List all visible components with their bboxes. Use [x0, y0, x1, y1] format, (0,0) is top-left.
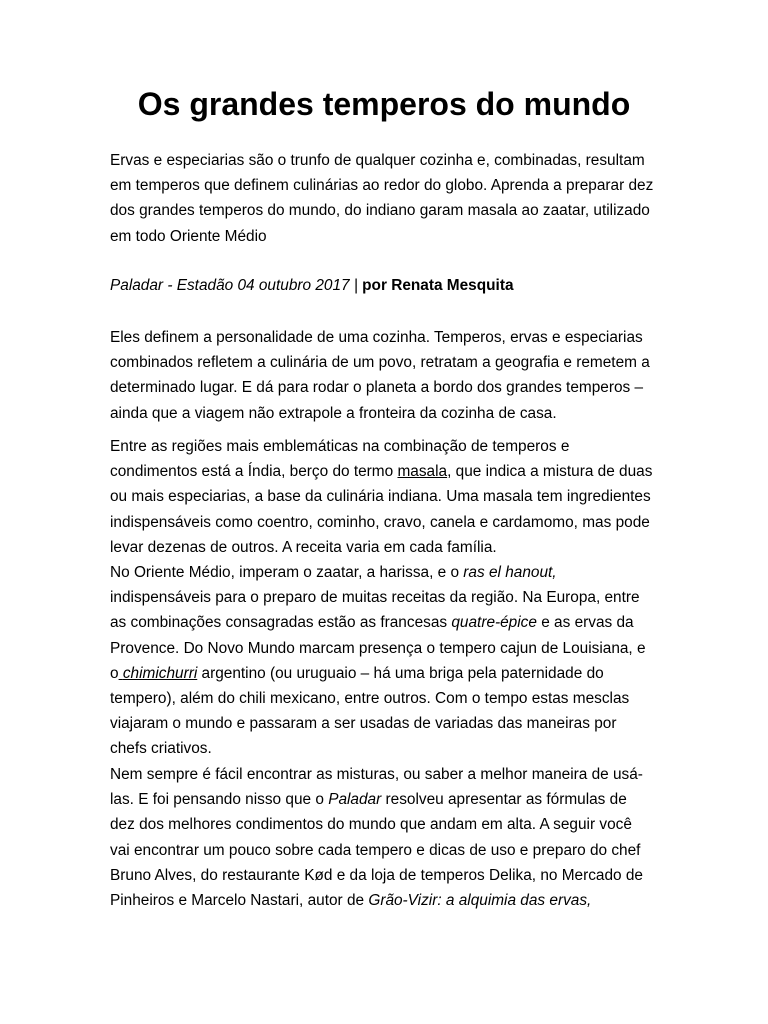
- paragraph-line: Provence. Do Novo Mundo marcam presença o tempero cajun de Louisiana, e: [110, 639, 646, 657]
- paragraph-line: combinados refletem a culinária de um povo, retratam a geografia e remetem a: [110, 354, 650, 372]
- paragraph-line: determinado lugar. E dá para rodar o planeta a bordo dos grandes temperos –: [110, 379, 644, 397]
- text-run: Pinheiros e Marcelo Nastari, autor de: [110, 892, 369, 910]
- book-title: Grão-Vizir: a alquimia das ervas,: [368, 892, 592, 910]
- lead-line: Ervas e especiarias são o trunfo de qualquer cozinha e, combinadas, resultam: [110, 152, 645, 169]
- text-run: o: [110, 664, 119, 682]
- ras-el-hanout-term: ras el hanout,: [463, 564, 557, 581]
- paragraph-line: [110, 560, 670, 585]
- text-run: resolveu apresentar as fórmulas de: [381, 791, 627, 809]
- paragraph-line: chefs criativos.: [110, 740, 212, 758]
- article-title: Os grandes temperos do mundo: [137, 86, 631, 122]
- byline-source: Paladar - Estadão 04 outubro 2017 |: [110, 277, 358, 294]
- lead-line: em todo Oriente Médio: [110, 227, 267, 245]
- paragraph-intro: [110, 325, 670, 426]
- text-run: as combinações consagradas estão as francesas: [110, 614, 452, 632]
- paragraph-line: ou mais especiarias, a base da culinária indiana. Uma masala tem ingredientes: [110, 488, 651, 506]
- byline-line: [110, 273, 670, 298]
- paragraph-regions: [110, 560, 670, 762]
- text-run: las. E foi pensando nisso que o: [110, 791, 329, 809]
- paragraph-line: dez dos melhores condimentos do mundo que andam em alta. A seguir você: [110, 816, 632, 834]
- paragraph-india: [110, 434, 670, 560]
- paragraph-line: Entre as regiões mais emblemáticas na combinação de temperos e: [110, 438, 570, 455]
- paragraph-line: indispensáveis como coentro, cominho, cravo, canela e cardamomo, mas pode: [110, 513, 650, 531]
- masala-link[interactable]: masala: [397, 463, 448, 481]
- paragraph-line: indispensáveis para o preparo de muitas receitas da região. Na Europa, entre: [110, 589, 640, 607]
- paragraph-line: [110, 610, 670, 635]
- lead-paragraph: [110, 148, 670, 249]
- paragraph-line: [110, 787, 670, 812]
- paragraph-line: Eles definem a personalidade de uma cozinha. Temperos, ervas e especiarias: [110, 329, 643, 346]
- paragraph-line: [110, 459, 670, 484]
- text-run: argentino (ou uruguaio – há uma briga pela paternidade do: [197, 664, 604, 682]
- paragraph-line: Bruno Alves, do restaurante Kød e da loja de temperos Delika, no Mercado de: [110, 866, 643, 884]
- paragraph-line: tempero), além do chili mexicano, entre outros. Com o tempo estas mesclas: [110, 690, 630, 708]
- paragraph-line: vai encontrar um pouco sobre cada tempero e dicas de uso e preparo do chef: [110, 841, 641, 859]
- byline-author: por Renata Mesquita: [362, 277, 514, 294]
- text-run: , que indica a mistura de duas: [447, 463, 653, 481]
- paragraph-line: [110, 661, 670, 686]
- text-run: e as ervas da: [536, 614, 634, 632]
- quatre-epice-term: quatre-épice: [451, 614, 537, 632]
- text-run: condimentos está a Índia, berço do termo: [110, 463, 398, 481]
- paragraph-paladar: [110, 762, 670, 913]
- paragraph-line: levar dezenas de outros. A receita varia em cada família.: [110, 538, 497, 556]
- chimichurri-link[interactable]: chimichurri: [122, 664, 198, 682]
- text-run: No Oriente Médio, imperam o zaatar, a harissa, e o: [110, 564, 464, 581]
- paragraph-line: [110, 888, 670, 913]
- paragraph-line: viajaram o mundo e passaram a ser usadas de variadas das maneiras por: [110, 715, 617, 733]
- lead-line: dos grandes temperos do mundo, do indiano garam masala ao zaatar, utilizado: [110, 202, 650, 220]
- byline: [110, 273, 670, 298]
- paragraph-line: Nem sempre é fácil encontrar as misturas, ou saber a melhor maneira de usá-: [110, 766, 643, 783]
- paladar-term: Paladar: [328, 791, 382, 809]
- lead-line: em temperos que definem culinárias ao redor do globo. Aprenda a preparar dez: [110, 177, 654, 195]
- paragraph-line: ainda que a viagem não extrapole a fronteira da cozinha de casa.: [110, 404, 557, 422]
